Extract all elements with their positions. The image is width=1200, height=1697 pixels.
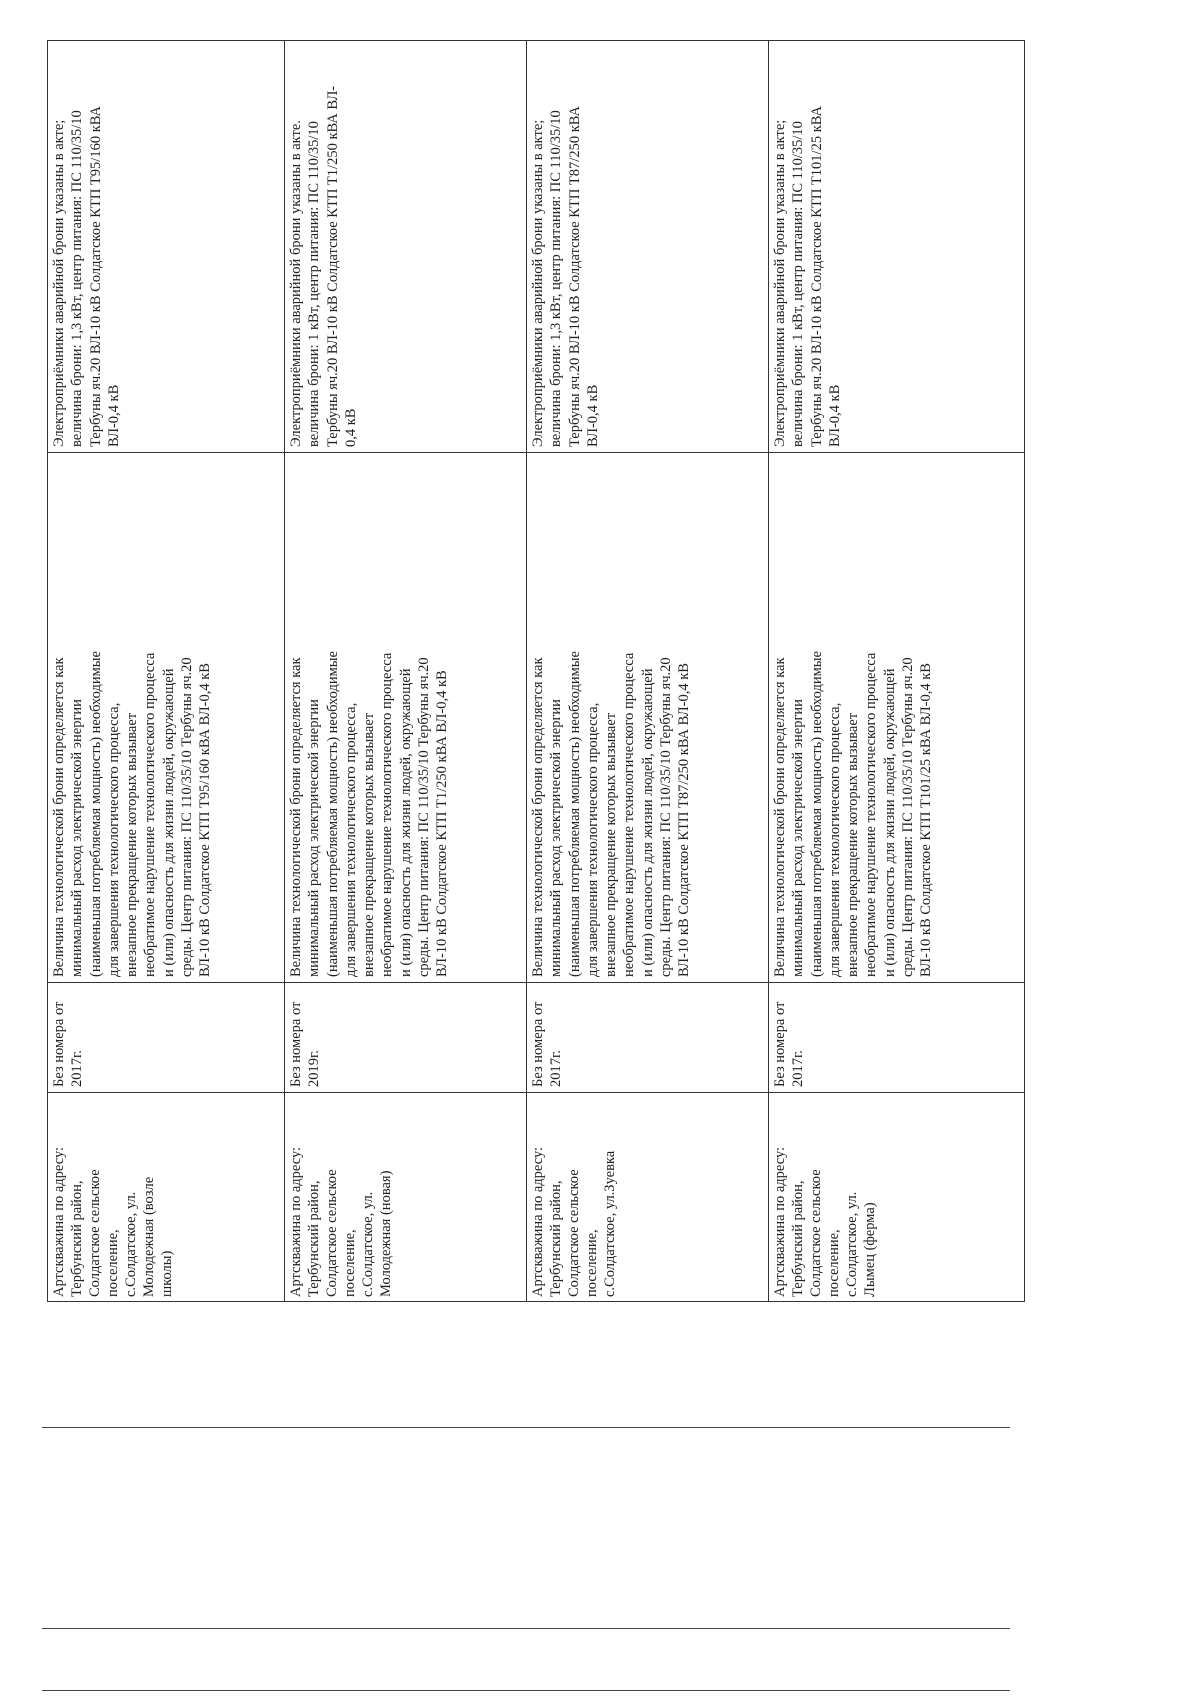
emergency-reserve-cell (48, 40, 285, 453)
technological-line: и (или) опасность для жизни людей, окружающей (160, 668, 177, 977)
horizontal-rule (42, 1690, 1010, 1691)
technological-line: (наименьшая потребляемая мощность) необходимые (566, 651, 583, 977)
emergency-line: Тербуны яч.20 ВЛ-10 кВ Солдатское КТП Т101/25 кВА (808, 106, 825, 447)
technological-line: и (или) опасность для жизни людей, окружающей (639, 668, 656, 977)
object-line: поселение, (105, 1229, 121, 1297)
table-row (526, 40, 769, 1302)
object-line: Тербунский район, (306, 1180, 322, 1297)
technological-line: среды. Центр питания: ПС 110/35/10 Тербуны яч.20 (658, 657, 675, 977)
object-cell (769, 1093, 1024, 1302)
object-line: Молодежная (новая) (378, 1170, 394, 1297)
technological-line: и (или) опасность для жизни людей, окружающей (397, 668, 414, 977)
object-cell (527, 1093, 769, 1302)
emergency-reserve-cell (527, 40, 769, 453)
technological-line: внезапное прекращение которых вызывает (124, 712, 141, 977)
object-line: с.Солдатское, ул.Зуевка (602, 1150, 618, 1297)
technological-line: необратимое нарушение технологического процесса (142, 652, 159, 977)
object-line: Артскважина по адресу: (530, 1146, 546, 1297)
rotated-table-sheet (47, 40, 1025, 1302)
technological-line: для завершения технологического процесса, (105, 702, 122, 977)
technological-line: ВЛ-10 кВ Солдатское КТП Т1/250 кВА ВЛ-0,4 кВ (434, 670, 451, 977)
object-line: Артскважина по адресу: (51, 1146, 67, 1297)
object-line: Молодежная (возле (141, 1176, 157, 1297)
technological-line: Величина технологической брони определяется как (51, 657, 67, 977)
technological-line: Величина технологической брони определяется как (530, 657, 546, 977)
emergency-line: величина брони: 1 кВт, центр питания: ПС 110/35/10 (306, 121, 323, 447)
emergency-line: 0,4 кВ (342, 408, 359, 447)
object-cell (48, 1093, 285, 1302)
technological-line: ВЛ-10 кВ Солдатское КТП Т101/25 кВА ВЛ-0,4 кВ (918, 663, 935, 977)
technological-line: необратимое нарушение технологического процесса (621, 652, 638, 977)
document-line: 2017г. (69, 1050, 85, 1087)
emergency-line: Тербуны яч.20 ВЛ-10 кВ Солдатское КТП Т95/160 кВА (87, 106, 104, 447)
horizontal-rule (42, 1427, 1010, 1428)
technological-line: внезапное прекращение которых вызывает (845, 712, 862, 977)
object-line: Солдатское сельское (566, 1169, 582, 1297)
document-cell (527, 983, 769, 1093)
emergency-line: величина брони: 1,3 кВт, центр питания: ПС 110/35/10 (69, 110, 86, 447)
emergency-reserve-cell (285, 40, 527, 453)
object-line: Лымец (ферма) (862, 1202, 878, 1297)
technological-line: (наименьшая потребляемая мощность) необходимые (808, 651, 825, 977)
reservation-table (47, 40, 1025, 1302)
technological-line: необратимое нарушение технологического процесса (379, 652, 396, 977)
object-line: Артскважина по адресу: (772, 1146, 788, 1297)
technological-line: среды. Центр питания: ПС 110/35/10 Тербуны яч.20 (416, 657, 433, 977)
emergency-line: величина брони: 1 кВт, центр питания: ПС 110/35/10 (790, 121, 807, 447)
technological-reserve-cell (285, 453, 527, 983)
table-row (47, 40, 285, 1302)
table-row (284, 40, 527, 1302)
technological-line: и (или) опасность для жизни людей, окружающей (881, 668, 898, 977)
object-line: Артскважина по адресу: (288, 1146, 304, 1297)
emergency-line: величина брони: 1,3 кВт, центр питания: ПС 110/35/10 (548, 110, 565, 447)
object-line: с.Солдатское, ул. (844, 1191, 860, 1297)
object-line: Тербунский район, (69, 1180, 85, 1297)
technological-line: ВЛ-10 кВ Солдатское КТП Т87/250 кВА ВЛ-0,4 кВ (676, 663, 693, 977)
technological-line: минимальный расход электрической энергии (306, 699, 323, 977)
technological-reserve-cell (48, 453, 285, 983)
emergency-line: ВЛ-0,4 кВ (105, 384, 122, 447)
emergency-line: ВЛ-0,4 кВ (826, 384, 843, 447)
emergency-line: Тербуны яч.20 ВЛ-10 кВ Солдатское КТП Т87/250 кВА (566, 106, 583, 447)
emergency-line: Электроприёмники аварийной брони указаны в акте; (530, 119, 546, 447)
emergency-line: ВЛ-0,4 кВ (584, 384, 601, 447)
object-line: Тербунский район, (790, 1180, 806, 1297)
object-line: Солдатское сельское (808, 1169, 824, 1297)
object-line: с.Солдатское, ул. (123, 1191, 139, 1297)
object-line: поселение, (826, 1229, 842, 1297)
document-line: Без номера от (530, 1001, 546, 1087)
technological-line: Величина технологической брони определяется как (772, 657, 788, 977)
technological-reserve-cell (527, 453, 769, 983)
technological-line: необратимое нарушение технологического процесса (863, 652, 880, 977)
technological-line: среды. Центр питания: ПС 110/35/10 Тербуны яч.20 (179, 657, 196, 977)
object-line: Солдатское сельское (87, 1169, 103, 1297)
object-line: поселение, (342, 1229, 358, 1297)
emergency-reserve-cell (769, 40, 1024, 453)
emergency-line: Электроприёмники аварийной брони указаны в акте; (772, 119, 788, 447)
technological-line: для завершения технологического процесса, (342, 702, 359, 977)
document-cell (769, 983, 1024, 1093)
technological-reserve-cell (769, 453, 1024, 983)
document-cell (285, 983, 527, 1093)
document-cell (48, 983, 285, 1093)
object-line: с.Солдатское, ул. (360, 1191, 376, 1297)
object-line: школы) (159, 1250, 175, 1297)
document-line: 2017г. (790, 1050, 806, 1087)
document-line: Без номера от (288, 1001, 304, 1087)
technological-line: минимальный расход электрической энергии (790, 699, 807, 977)
technological-line: для завершения технологического процесса, (826, 702, 843, 977)
technological-line: ВЛ-10 кВ Солдатское КТП Т95/160 кВА ВЛ-0,4 кВ (197, 663, 214, 977)
object-cell (285, 1093, 527, 1302)
emergency-line: Электроприёмники аварийной брони указаны в акте. (288, 120, 304, 447)
technological-line: для завершения технологического процесса, (584, 702, 601, 977)
object-line: Солдатское сельское (324, 1169, 340, 1297)
technological-line: (наименьшая потребляемая мощность) необходимые (87, 651, 104, 977)
emergency-line: Тербуны яч.20 ВЛ-10 кВ Солдатское КТП Т1/250 кВА ВЛ- (324, 85, 341, 447)
technological-line: среды. Центр питания: ПС 110/35/10 Тербуны яч.20 (900, 657, 917, 977)
document-line: 2017г. (548, 1050, 564, 1087)
table-row (768, 40, 1025, 1302)
technological-line: Величина технологической брони определяется как (288, 657, 304, 977)
object-line: Тербунский район, (548, 1180, 564, 1297)
document-line: 2019г. (306, 1050, 322, 1087)
technological-line: внезапное прекращение которых вызывает (361, 712, 378, 977)
technological-line: (наименьшая потребляемая мощность) необходимые (324, 651, 341, 977)
document-line: Без номера от (51, 1001, 67, 1087)
object-line: поселение, (584, 1229, 600, 1297)
horizontal-rule (42, 1628, 1010, 1629)
technological-line: внезапное прекращение которых вызывает (603, 712, 620, 977)
emergency-line: Электроприёмники аварийной брони указаны в акте; (51, 119, 67, 447)
technological-line: минимальный расход электрической энергии (548, 699, 565, 977)
document-line: Без номера от (772, 1001, 788, 1087)
technological-line: минимальный расход электрической энергии (69, 699, 86, 977)
